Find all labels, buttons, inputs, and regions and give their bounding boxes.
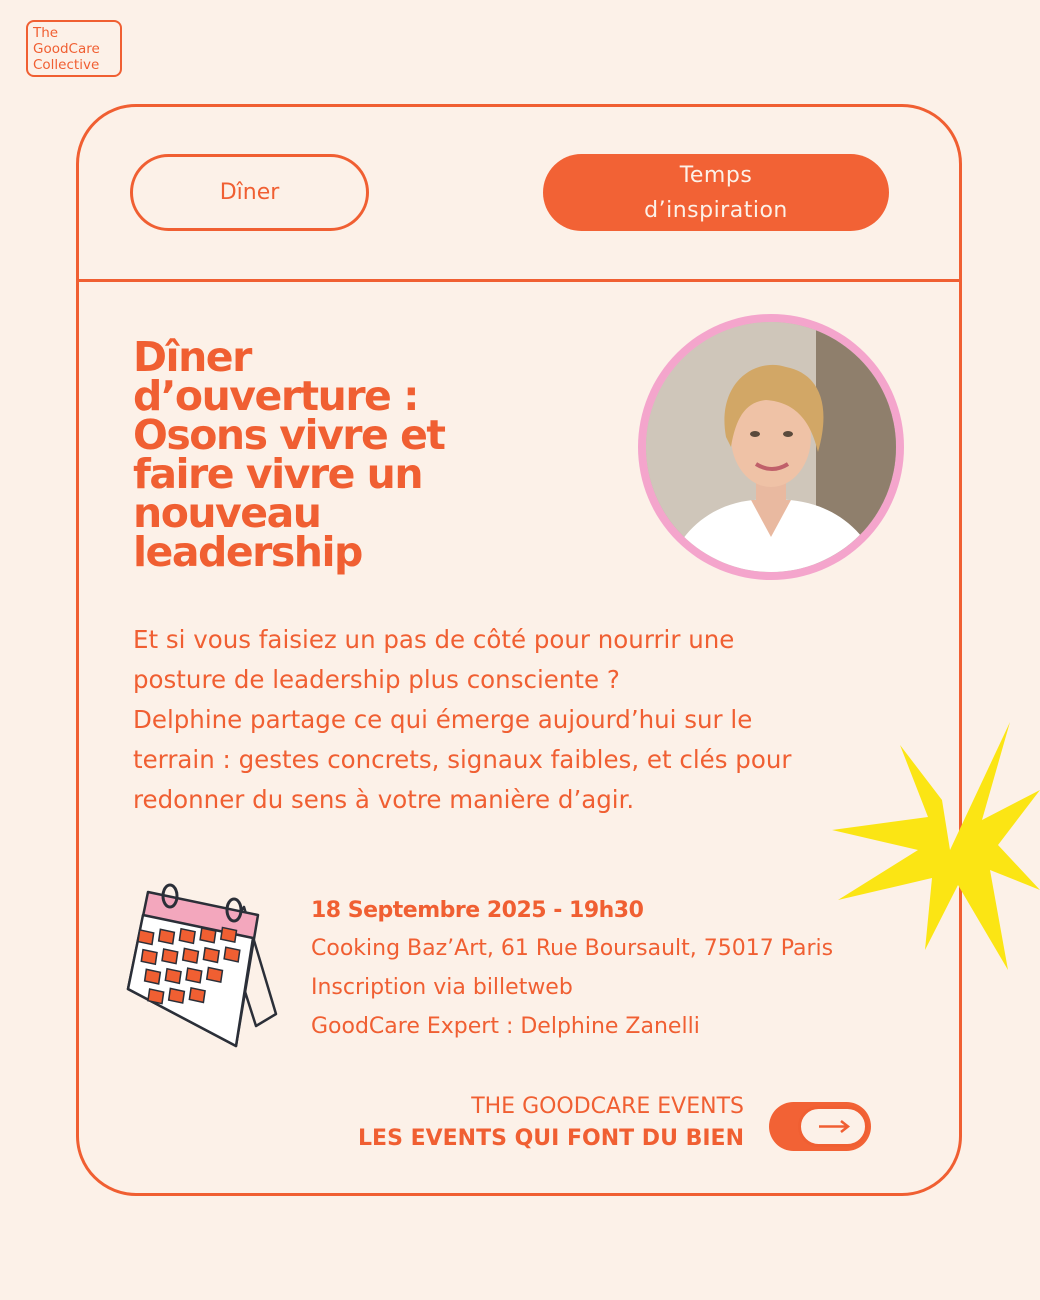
logo-line-2: GoodCare [33,41,100,57]
tag-diner [130,154,369,231]
footer-line-1: THE GOODCARE EVENTS [471,1094,744,1119]
description-line-4: terrain : gestes concrets, signaux faibles, et clés pour [133,745,792,774]
logo-line-1: The [33,25,59,41]
tag-diner-label: Dîner [219,180,280,205]
title-line-2: d’ouverture : [133,372,419,420]
description-line-1: Et si vous faisiez un pas de côté pour nourrir une [133,625,735,654]
description-line-3: Delphine partage ce qui émerge aujourd’hui sur le [133,705,753,734]
arrow-right-icon [801,1109,865,1144]
calendar-icon [126,882,281,1052]
title-line-6: leadership [133,528,362,576]
title-line-5: nouveau [133,489,321,537]
speaker-photo [646,322,896,572]
description-line-5: redonner du sens à votre manière d’agir. [133,785,635,814]
logo-line-3: Collective [33,57,100,73]
title-line-1: Dîner [133,333,251,381]
description-line-2: posture de leadership plus consciente ? [133,665,620,694]
event-registration[interactable]: Inscription via billetweb [311,975,573,1000]
tag-temps-inspiration [543,154,889,231]
brand-logo [26,20,122,77]
speaker-portrait-illustration [646,322,896,572]
tag-inspiration-line-2: d’inspiration [644,197,788,223]
event-expert: GoodCare Expert : Delphine Zanelli [311,1014,700,1039]
event-title [133,333,593,576]
title-line-3: Osons vivre et [133,411,445,459]
next-arrow-button-inner[interactable] [798,1106,868,1147]
footer-tagline [300,1091,744,1155]
event-location: Cooking Baz’Art, 61 Rue Boursault, 75017 Paris [311,936,834,961]
event-date: 18 Septembre 2025 - 19h30 [311,898,644,923]
title-line-4: faire vivre un [133,450,423,498]
event-details [311,893,911,1046]
footer-line-2: LES EVENTS QUI FONT DU BIEN [358,1126,744,1151]
card-divider [78,279,960,282]
tag-inspiration-line-1: Temps [679,162,753,188]
event-description [133,620,913,820]
